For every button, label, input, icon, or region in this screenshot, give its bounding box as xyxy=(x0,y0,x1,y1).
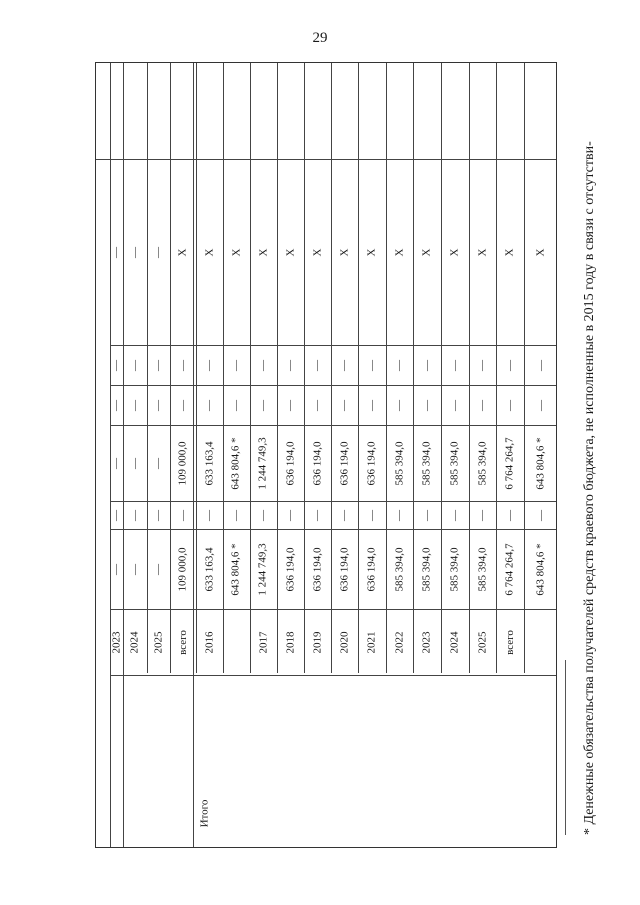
table-cell-c3: 636 194,0 xyxy=(338,441,350,485)
table-cell-c5: — xyxy=(448,359,461,371)
table-cell-c6: X xyxy=(229,248,242,256)
table-cell-year: 2021 xyxy=(365,631,378,653)
table-cell-c2: — xyxy=(176,509,189,521)
table-cell-c5: — xyxy=(393,359,405,371)
table-cell-c4: — xyxy=(284,399,296,411)
table-cell-year xyxy=(223,609,250,675)
table-cell-c1: 636 194,0 xyxy=(338,547,350,591)
table-cell-c3: 585 394,0 xyxy=(393,441,405,485)
table-cell-c1: 585 394,0 xyxy=(393,547,405,591)
table-cell-c6: X xyxy=(503,248,516,256)
table-cell-c3: 1 244 749,3 xyxy=(257,436,269,490)
table-cell-c2: — xyxy=(448,509,461,521)
table-cell-c6: X xyxy=(365,248,378,256)
total-label: Итого xyxy=(198,799,211,827)
table-cell-c1: 6 764 264,7 xyxy=(503,542,516,596)
table-cell-year: 2023 xyxy=(110,631,122,653)
table-cell-c1: 585 394,0 xyxy=(448,547,461,591)
table-cell-c3: 585 394,0 xyxy=(420,441,433,485)
table-cell-c5: — xyxy=(284,359,296,371)
table-cell-c6: — xyxy=(128,246,141,258)
table-cell-year: 2020 xyxy=(338,631,350,653)
budget-table xyxy=(95,62,557,848)
table-cell-c1: 1 244 749,3 xyxy=(257,542,269,596)
table-cell-c6: X xyxy=(256,248,269,256)
table-cell-c2: — xyxy=(110,509,122,521)
table-cell-c5: — xyxy=(503,359,516,371)
table-cell-c2: — xyxy=(203,509,215,521)
table-cell-c2: — xyxy=(420,509,433,521)
table-cell-year: 2019 xyxy=(311,631,323,653)
table-cell-c5: — xyxy=(128,359,141,371)
table-cell-c3: — xyxy=(152,457,164,469)
table-cell-year: 2025 xyxy=(152,631,164,653)
table-cell-c5: — xyxy=(257,359,269,371)
footnote: * Денежные обязательства получателей средств краевого бюджета, не исполненные в 2015 году в связи с отсутстви- xyxy=(582,141,597,835)
table-cell-c1: 636 194,0 xyxy=(284,547,296,591)
table-cell-c4: — xyxy=(152,399,164,411)
table-cell-c6: — xyxy=(110,246,122,258)
table-cell-c6: X xyxy=(202,248,215,256)
table-cell-c2: — xyxy=(128,509,141,521)
table-cell-c3: 585 394,0 xyxy=(476,441,488,485)
table-cell-c5: — xyxy=(311,359,323,371)
table-cell-c2: — xyxy=(393,509,405,521)
table-cell-c2: — xyxy=(230,509,242,521)
table-cell-c5: — xyxy=(203,359,215,371)
table-cell-c1: 585 394,0 xyxy=(420,547,433,591)
table-cell-c4: — xyxy=(128,399,141,411)
table-cell-c6: X xyxy=(392,248,405,256)
table-cell-c2: — xyxy=(338,509,350,521)
table-cell-c5: — xyxy=(230,359,242,371)
table-cell-year: 2022 xyxy=(393,631,405,653)
table-cell-c6: X xyxy=(448,248,461,256)
table-cell-c3: 643 804,6 * xyxy=(534,436,547,490)
table-cell-year: 2017 xyxy=(257,631,269,653)
table-cell-c6: X xyxy=(310,248,323,256)
table-cell-c4: — xyxy=(338,399,350,411)
table-cell-c4: — xyxy=(257,399,269,411)
table-cell-c2: — xyxy=(284,509,296,521)
table-cell-c2: — xyxy=(311,509,323,521)
table-cell-c3: 636 194,0 xyxy=(365,441,378,485)
table-cell-year: 2018 xyxy=(284,631,296,653)
table-cell-c4: — xyxy=(534,399,547,411)
table-cell-c6: X xyxy=(176,248,189,256)
table-cell-c4: — xyxy=(476,399,488,411)
table-cell-c3: 636 194,0 xyxy=(284,441,296,485)
table-cell-c4: — xyxy=(365,399,378,411)
table-cell-c2: — xyxy=(503,509,516,521)
table-cell-c3: — xyxy=(110,457,122,469)
table-cell-c4: — xyxy=(420,399,433,411)
table-cell-c4: — xyxy=(230,399,242,411)
table-cell-year: 2016 xyxy=(203,631,215,653)
table-cell-c4: — xyxy=(110,399,122,411)
table-cell-c2: — xyxy=(365,509,378,521)
table-cell-c5: — xyxy=(152,359,164,371)
table-cell-c3: 633 163,4 xyxy=(203,441,215,485)
table-cell-c1: 643 804,6 * xyxy=(230,542,242,596)
table-cell-c6: X xyxy=(283,248,296,256)
table-cell-c3: 6 764 264,7 xyxy=(503,436,516,490)
page-number: 29 xyxy=(312,30,328,46)
table-cell-c3: — xyxy=(128,457,141,469)
table-cell-c2: — xyxy=(534,509,547,521)
table-cell-c4: — xyxy=(503,399,516,411)
table-cell-c4: — xyxy=(393,399,405,411)
table-cell-c6: X xyxy=(534,248,547,256)
table-cell-c5: — xyxy=(110,359,122,371)
table-cell-c1: 643 804,6 * xyxy=(534,542,547,596)
table-cell-c6: X xyxy=(475,248,488,256)
footnote-rule xyxy=(565,660,566,835)
table-cell-year: всего xyxy=(176,629,189,655)
table-cell-c1: 585 394,0 xyxy=(476,547,488,591)
table-cell-c5: — xyxy=(365,359,378,371)
table-cell-year xyxy=(524,609,558,675)
table-cell-c6: — xyxy=(152,246,164,258)
table-cell-c1: — xyxy=(110,563,122,575)
table-cell-c3: 585 394,0 xyxy=(448,441,461,485)
table-cell-year: 2025 xyxy=(476,631,488,653)
table-cell-c5: — xyxy=(534,359,547,371)
table-cell-c4: — xyxy=(203,399,215,411)
table-cell-year: 2024 xyxy=(448,631,461,653)
table-cell-c1: — xyxy=(128,563,141,575)
table-cell-c4: — xyxy=(448,399,461,411)
table-cell-c1: 636 194,0 xyxy=(311,547,323,591)
table-cell-c2: — xyxy=(476,509,488,521)
table-cell-c6: X xyxy=(337,248,350,256)
table-cell-c3: 643 804,6 * xyxy=(230,436,242,490)
table-cell-c2: — xyxy=(152,509,164,521)
table-cell-c5: — xyxy=(420,359,433,371)
table-cell-c3: 109 000,0 xyxy=(176,441,189,485)
table-cell-c1: 109 000,0 xyxy=(176,547,189,591)
table-cell-year: всего xyxy=(503,629,516,655)
table-cell-c3: 636 194,0 xyxy=(311,441,323,485)
table-cell-c1: 636 194,0 xyxy=(365,547,378,591)
table-cell-c6: X xyxy=(420,248,433,256)
table-cell-c4: — xyxy=(311,399,323,411)
table-cell-year: 2023 xyxy=(420,631,433,653)
table-cell-c2: — xyxy=(257,509,269,521)
table-cell-c1: 633 163,4 xyxy=(203,547,215,591)
table-cell-c5: — xyxy=(476,359,488,371)
grid-hline xyxy=(110,675,556,676)
table-cell-year: 2024 xyxy=(128,631,141,653)
table-cell-c5: — xyxy=(338,359,350,371)
table-cell-c1: — xyxy=(152,563,164,575)
table-cell-c4: — xyxy=(176,399,189,411)
table-cell-c5: — xyxy=(176,359,189,371)
